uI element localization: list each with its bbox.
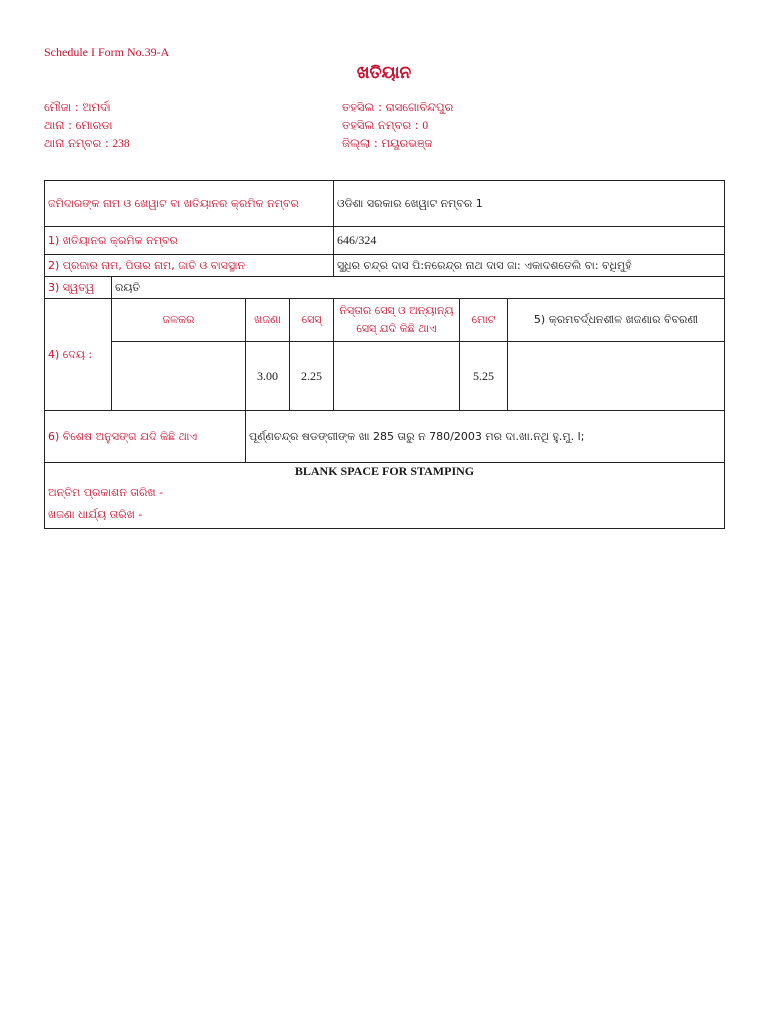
khajana-header: ଖଜଣା xyxy=(246,299,290,342)
header-separator: : xyxy=(64,118,76,132)
tahasil-value: ରାସଗୋବିନ୍ଦପୁର xyxy=(385,102,454,114)
tahasil-number-line xyxy=(342,117,453,135)
table-row xyxy=(45,255,725,277)
district-value: ମୟୂରଭଞ୍ଜ xyxy=(381,138,433,150)
mouza-value: ଅମର୍ଦା xyxy=(82,102,111,114)
right-label: 3) ସ୍ୱତ୍ୱ xyxy=(45,277,112,299)
thana-number-label: ଥାନା ନମ୍ବର xyxy=(44,136,102,150)
header-separator: : xyxy=(101,136,113,150)
schedule-label: Schedule I Form No.39-A xyxy=(44,45,170,59)
khajana-value: 3.00 xyxy=(246,342,290,411)
landlord-label: ଜମିଦାରଙ୍କ ନାମ ଓ ଖେୱାଟ ବା ଖତିୟାନର କ୍ରମିକ ନମ୍ବର xyxy=(45,181,334,227)
header-left xyxy=(44,99,130,153)
jalkar-value xyxy=(112,342,246,411)
khatiyan-table xyxy=(44,180,725,529)
thana-number-value: 238 xyxy=(112,138,130,150)
tahasil-number-label: ତହସିଲ ନମ୍ବର xyxy=(342,118,412,132)
table-row xyxy=(45,463,725,529)
landlord-value: ଓଡିଶା ସରକାର ଖେୱାଟ ନମ୍ବର 1 xyxy=(334,181,725,227)
district-line xyxy=(342,135,453,153)
header-separator: : xyxy=(370,136,382,150)
jalkar-header: ଜଳକର xyxy=(112,299,246,342)
khatiyan-number-value: 646/324 xyxy=(334,227,725,255)
table-row xyxy=(45,342,725,411)
tenant-value: ସୁଧିର ଚନ୍ଦ୍ର ଦାସ ପି:ନରେନ୍ଦ୍ର ନାଥ ଦାସ ଜା: ଏକାଦଶତେଲି ବା: ବଧିମୁହଁ xyxy=(334,255,725,277)
total-value: 5.25 xyxy=(460,342,508,411)
thana-label: ଥାନା xyxy=(44,118,65,132)
page-title: ଖତିୟାନ xyxy=(356,63,412,83)
table-row xyxy=(45,277,725,299)
cess-header: ସେସ୍ xyxy=(290,299,334,342)
district-label: ଜିଲ୍ଲା xyxy=(342,136,371,150)
thana-value: ମୋରଡା xyxy=(75,120,113,132)
cess-value: 2.25 xyxy=(290,342,334,411)
tenant-label: 2) ପ୍ରଜାର ନାମ, ପିତାର ନାମ, ଜାତି ଓ ବାସସ୍ଥାନ xyxy=(45,255,334,277)
header-separator: : xyxy=(71,100,83,114)
tahasil-line xyxy=(342,99,453,117)
special-remarks-value: ପୂର୍ଣ୍ଣଚନ୍ଦ୍ର ଷଡଙ୍ଗୀଙ୍କ ଖା 285 ତାରୁ ନ 780/2003 ମର ଦା.ଖା.ନଥି ହୁ.ମୁ. l; xyxy=(246,411,725,463)
tahasil-label: ତହସିଲ xyxy=(342,100,375,114)
other-cess-header: ନିସ୍ତାର ସେସ୍ ଓ ଅନ୍ୟାନ୍ୟ ସେସ୍ ଯଦି କିଛି ଥାଏ xyxy=(334,299,460,342)
table-row xyxy=(45,299,725,342)
total-header: ମୋଟ xyxy=(460,299,508,342)
progressive-rent-value xyxy=(508,342,725,411)
khatiyan-number-label: 1) ଖତିୟାନର କ୍ରମିକ ନମ୍ବର xyxy=(45,227,334,255)
thana-line xyxy=(44,117,130,135)
thana-number-line xyxy=(44,135,130,153)
progressive-rent-header: 5) କ୍ରମବର୍ଦ୍ଧନଶୀଳ ଖଜଣାର ବିବରଣୀ xyxy=(508,299,725,342)
right-value: ରୟତି xyxy=(112,277,725,299)
tahasil-number-value: 0 xyxy=(422,120,429,132)
header-separator: : xyxy=(374,100,386,114)
mouza-label: ମୌଜା xyxy=(44,100,72,114)
stamp-area xyxy=(45,463,725,529)
header-right xyxy=(342,99,453,153)
table-row xyxy=(45,181,725,227)
table-row xyxy=(45,227,725,255)
mouza-line xyxy=(44,99,130,117)
dues-label: 4) ଦେୟ : xyxy=(45,299,112,411)
final-publication-date-label: ଅନ୍ତିମ ପ୍ରକାଶନ ତାରିଖ - xyxy=(48,486,164,499)
stamp-title: BLANK SPACE FOR STAMPING xyxy=(294,464,475,478)
table-row xyxy=(45,411,725,463)
rent-fixed-date-label: ଖଜଣା ଧାର୍ଯ୍ୟ ତାରିଖ - xyxy=(48,508,143,521)
special-remarks-label: 6) ବିଶେଷ ଅନୁସଙ୍ଗ ଯଦି କିଛି ଥାଏ xyxy=(45,411,246,463)
header-separator: : xyxy=(411,118,423,132)
other-cess-value xyxy=(334,342,460,411)
